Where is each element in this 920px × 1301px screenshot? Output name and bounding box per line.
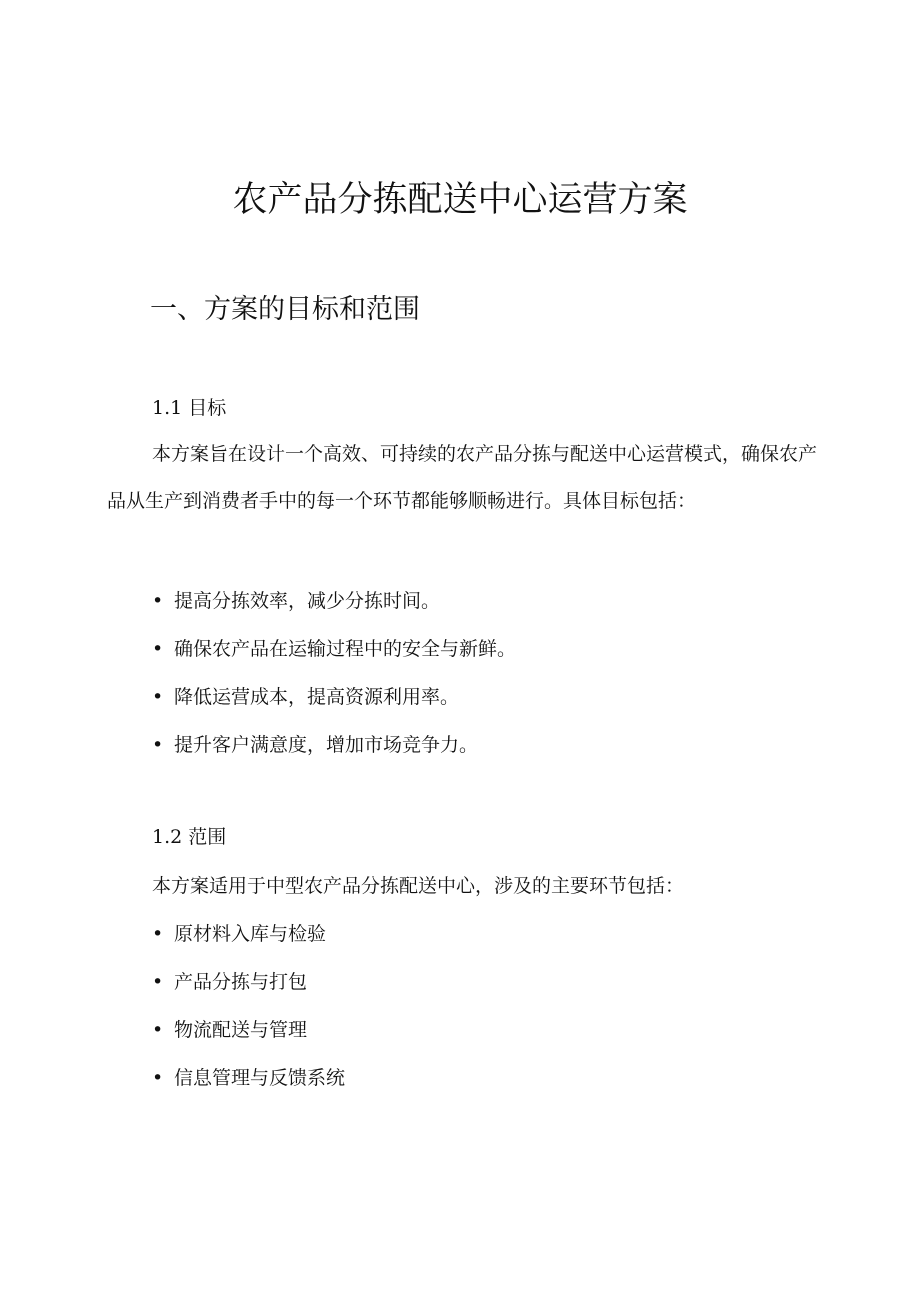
- list-item: [152, 1063, 345, 1111]
- bullet-icon: •: [152, 590, 164, 612]
- list-item: [152, 634, 516, 682]
- list-item: [152, 919, 345, 967]
- list-item: [152, 682, 516, 730]
- list-item-text: 提高分拣效率，减少分拣时间。: [174, 590, 441, 612]
- list-item-text: 物流配送与管理: [174, 1019, 308, 1041]
- subsection-heading-goals: 1.1 目标: [152, 397, 227, 419]
- bullet-icon: •: [152, 638, 164, 660]
- list-item-text: 产品分拣与打包: [174, 971, 308, 993]
- list-item: [152, 967, 345, 1015]
- bullet-icon: •: [152, 1067, 164, 1089]
- goals-paragraph-text: 本方案旨在设计一个高效、可持续的农产品分拣与配送中心运营模式，确保农产品从生产到消费者手中的每一个环节都能够顺畅进行。具体目标包括：: [107, 443, 818, 512]
- goals-paragraph: [107, 431, 819, 525]
- bullet-icon: •: [152, 734, 164, 756]
- bullet-icon: •: [152, 686, 164, 708]
- scope-bullet-list: [152, 919, 345, 1111]
- subsection-heading-scope: 1.2 范围: [152, 826, 227, 848]
- list-item-text: 确保农产品在运输过程中的安全与新鲜。: [174, 638, 517, 660]
- scope-paragraph: 本方案适用于中型农产品分拣配送中心，涉及的主要环节包括：: [152, 875, 685, 897]
- list-item: [152, 730, 516, 778]
- section-heading-goals-scope: 一、方案的目标和范围: [150, 294, 420, 325]
- goals-bullet-list: [152, 586, 516, 778]
- list-item-text: 降低运营成本，提高资源利用率。: [174, 686, 460, 708]
- list-item-text: 提升客户满意度，增加市场竞争力。: [174, 734, 479, 756]
- list-item-text: 原材料入库与检验: [174, 923, 327, 945]
- list-item-text: 信息管理与反馈系统: [174, 1067, 346, 1089]
- bullet-icon: •: [152, 923, 164, 945]
- bullet-icon: •: [152, 971, 164, 993]
- bullet-icon: •: [152, 1019, 164, 1041]
- list-item: [152, 586, 516, 634]
- document-title: 农产品分拣配送中心运营方案: [232, 180, 688, 220]
- list-item: [152, 1015, 345, 1063]
